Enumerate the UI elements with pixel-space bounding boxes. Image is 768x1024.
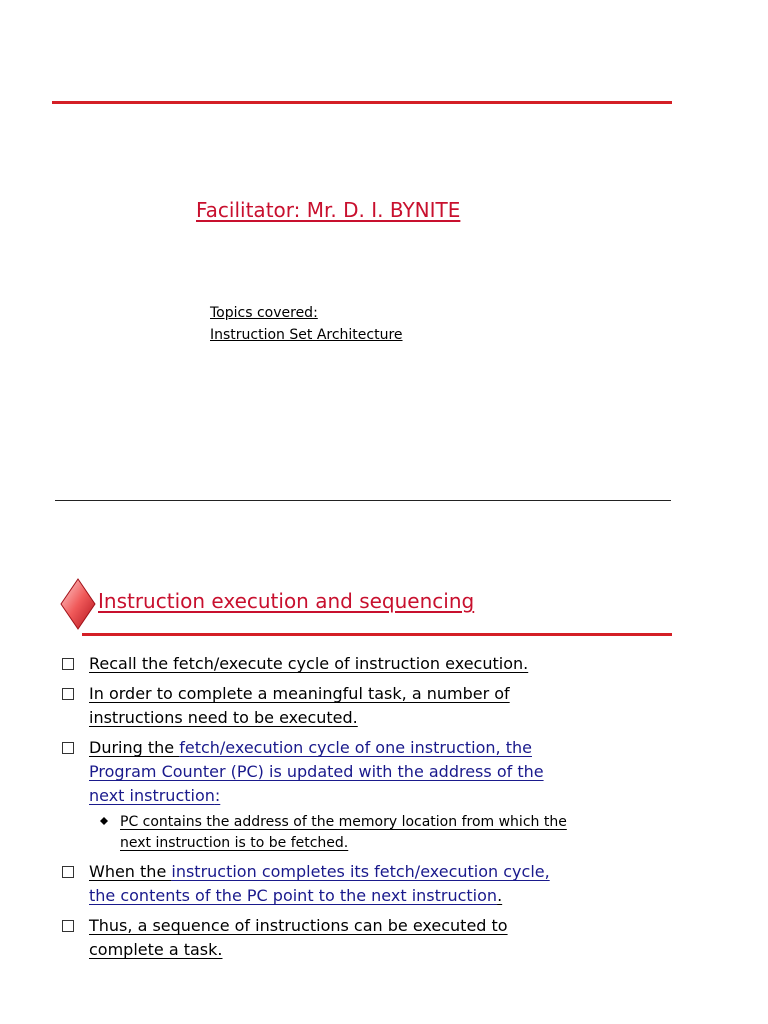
bullet-text: instructions need to be executed. — [89, 708, 358, 727]
section-divider — [82, 633, 672, 636]
bullet-list — [62, 652, 742, 968]
sub-bullet-text: PC contains the address of the memory location from which the — [120, 814, 567, 830]
sub-bullet-text: next instruction is to be fetched. — [120, 835, 349, 851]
topics-block — [210, 302, 403, 346]
topics-label: Topics covered: — [210, 305, 318, 321]
bullet-text: Recall the fetch/execute cycle of instruction execution. — [89, 654, 529, 673]
bullet-text: : — [214, 786, 221, 805]
highlight-text: Program Counter (PC) is updated with the address of the — [89, 762, 544, 781]
bullet-item — [62, 682, 742, 730]
bullet-text: When the — [89, 862, 172, 881]
checkbox-bullet-icon — [62, 688, 74, 700]
checkbox-bullet-icon — [62, 742, 74, 754]
top-divider — [52, 101, 672, 104]
diamond-bullet-icon — [100, 817, 108, 825]
diamond-icon — [60, 578, 96, 630]
bullet-text: complete a task. — [89, 940, 223, 959]
sub-bullet-item — [62, 812, 742, 854]
checkbox-bullet-icon — [62, 920, 74, 932]
slide-separator — [55, 500, 671, 501]
bullet-text: During the — [89, 738, 180, 757]
bullet-item — [62, 914, 742, 962]
facilitator-heading: Facilitator: Mr. D. I. BYNITE — [196, 198, 461, 222]
bullet-text: . — [497, 886, 503, 905]
bullet-item — [62, 652, 742, 676]
bullet-item — [62, 736, 742, 808]
highlight-text: fetch/execution cycle of one instruction, the — [179, 738, 532, 757]
bullet-text: Thus, a sequence of instructions can be executed to — [89, 916, 508, 935]
bullet-item — [62, 860, 742, 908]
section-title: Instruction execution and sequencing — [98, 589, 475, 613]
checkbox-bullet-icon — [62, 658, 74, 670]
highlight-text: next instruction — [89, 786, 215, 805]
highlight-text: instruction completes its fetch/execution cycle, — [171, 862, 550, 881]
highlight-text: the contents of the PC point to the next instruction — [89, 886, 498, 905]
bullet-text: In order to complete a meaningful task, a number of — [89, 684, 510, 703]
checkbox-bullet-icon — [62, 866, 74, 878]
topic-item: Instruction Set Architecture — [210, 327, 403, 343]
